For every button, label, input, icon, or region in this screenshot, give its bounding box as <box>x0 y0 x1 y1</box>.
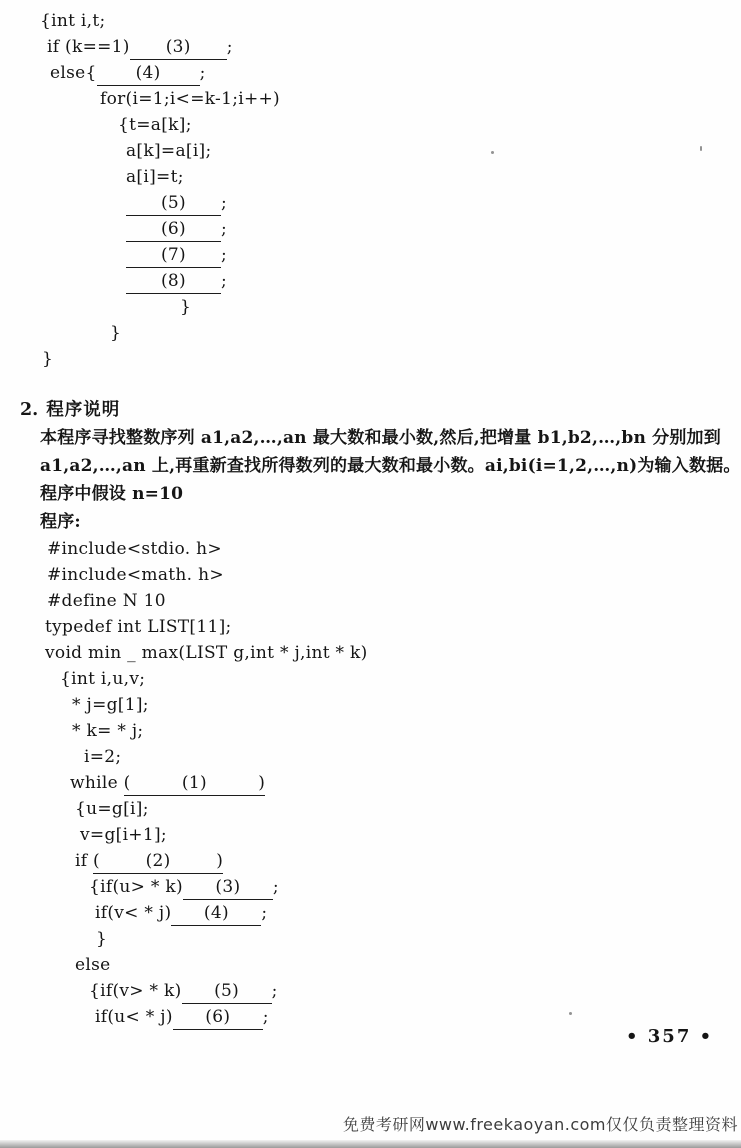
scan-edge-artifact <box>0 1140 741 1148</box>
code-line <box>0 874 741 900</box>
code-line <box>0 138 741 164</box>
section-title: 程序说明 <box>46 400 121 420</box>
code-text: void min _ max(LIST g,int * j,int * k) <box>45 643 368 663</box>
code-line <box>0 770 741 796</box>
program-code-block <box>0 536 741 1030</box>
fill-in-blank: (6) <box>126 218 221 242</box>
code-line <box>0 112 741 138</box>
code-text: {int i,t; <box>40 11 106 31</box>
fill-in-blank: (5) <box>182 980 272 1004</box>
code-text: if(v< * j) <box>95 903 172 923</box>
code-line <box>0 900 741 926</box>
code-text: } <box>180 297 192 317</box>
code-line <box>0 346 741 372</box>
code-line <box>0 744 741 770</box>
code-text: ; <box>226 37 233 57</box>
assumption-line: 程序中假设 n=10 <box>40 484 184 504</box>
code-line <box>0 640 741 666</box>
code-line <box>0 562 741 588</box>
scan-speck <box>491 151 494 154</box>
code-text: ; <box>221 193 228 213</box>
section-number: 2. <box>20 400 39 420</box>
code-line <box>0 164 741 190</box>
code-line <box>0 242 741 268</box>
code-text: while <box>70 773 124 793</box>
code-text: } <box>110 323 122 343</box>
fill-in-blank: ( (2) ) <box>93 850 223 874</box>
code-text: if(u< * j) <box>95 1007 173 1027</box>
code-text: {int i,u,v; <box>60 669 146 689</box>
code-text: {if(v> * k) <box>89 981 182 1001</box>
code-text: if <box>75 851 94 871</box>
code-text: i=2; <box>84 747 122 767</box>
code-text: ; <box>221 271 228 291</box>
code-text: #include<stdio. h> <box>47 539 222 559</box>
code-line <box>0 718 741 744</box>
code-text: {u=g[i]; <box>75 799 149 819</box>
code-text: a[i]=t; <box>126 167 184 187</box>
code-text: else <box>75 955 111 975</box>
code-line <box>0 952 741 978</box>
code-text: else{ <box>50 63 97 83</box>
code-line <box>0 796 741 822</box>
code-text: #define N 10 <box>47 591 166 611</box>
top-code-block <box>0 8 741 372</box>
fill-in-blank: (7) <box>126 244 221 268</box>
code-line <box>0 926 741 952</box>
code-text: #include<math. h> <box>47 565 224 585</box>
code-text: {if(u> * k) <box>89 877 183 897</box>
code-text: typedef int LIST[11]; <box>45 617 232 637</box>
code-line <box>0 692 741 718</box>
fill-in-blank: (8) <box>126 270 221 294</box>
code-line <box>0 294 741 320</box>
fill-in-blank: (5) <box>126 192 221 216</box>
code-line <box>0 268 741 294</box>
code-text: ; <box>261 903 268 923</box>
code-line <box>0 216 741 242</box>
code-line <box>0 86 741 112</box>
code-text: * j=g[1]; <box>72 695 149 715</box>
code-text: a[k]=a[i]; <box>126 141 212 161</box>
code-line <box>0 190 741 216</box>
scan-speck <box>700 146 702 151</box>
description-line-1: 本程序寻找整数序列 a1,a2,…,an 最大数和最小数,然后,把增量 b1,b2,…,bn 分别加到 <box>40 428 721 448</box>
scan-speck <box>569 1012 572 1015</box>
code-line <box>0 60 741 86</box>
fill-in-blank: (3) <box>130 36 227 60</box>
fill-in-blank: ( (1) ) <box>124 772 266 796</box>
code-line <box>0 978 741 1004</box>
code-text: ; <box>221 245 228 265</box>
code-line <box>0 614 741 640</box>
code-text: for(i=1;i<=k-1;i++) <box>100 89 280 109</box>
code-text: v=g[i+1]; <box>80 825 167 845</box>
fill-in-blank: (6) <box>173 1006 263 1030</box>
fill-in-blank: (4) <box>171 902 261 926</box>
code-line <box>0 822 741 848</box>
code-line <box>0 320 741 346</box>
code-text: * k= * j; <box>72 721 144 741</box>
code-text: if (k==1) <box>47 37 130 57</box>
program-label: 程序: <box>40 512 81 532</box>
code-text: ; <box>262 1007 269 1027</box>
code-line <box>0 666 741 692</box>
code-text: } <box>42 349 54 369</box>
code-text: ; <box>272 877 279 897</box>
page-number: • 357 • <box>626 1026 714 1047</box>
code-text: ; <box>221 219 228 239</box>
code-line <box>0 34 741 60</box>
section-heading <box>0 396 741 424</box>
code-line <box>0 848 741 874</box>
code-line <box>0 8 741 34</box>
program-description-section <box>0 396 741 536</box>
code-text: ; <box>271 981 278 1001</box>
code-text: } <box>96 929 108 949</box>
fill-in-blank: (4) <box>97 62 200 86</box>
code-text: ; <box>199 63 206 83</box>
description-line-2: a1,a2,…,an 上,再重新查找所得数列的最大数和最小数。ai,bi(i=1,2,…,n)为输入数据。 <box>40 456 741 476</box>
fill-in-blank: (3) <box>183 876 273 900</box>
code-text: {t=a[k]; <box>118 115 192 135</box>
watermark: 免费考研网www.freekaoyan.com仅仅负责整理资料 <box>342 1115 738 1134</box>
code-line <box>0 536 741 562</box>
code-line <box>0 588 741 614</box>
